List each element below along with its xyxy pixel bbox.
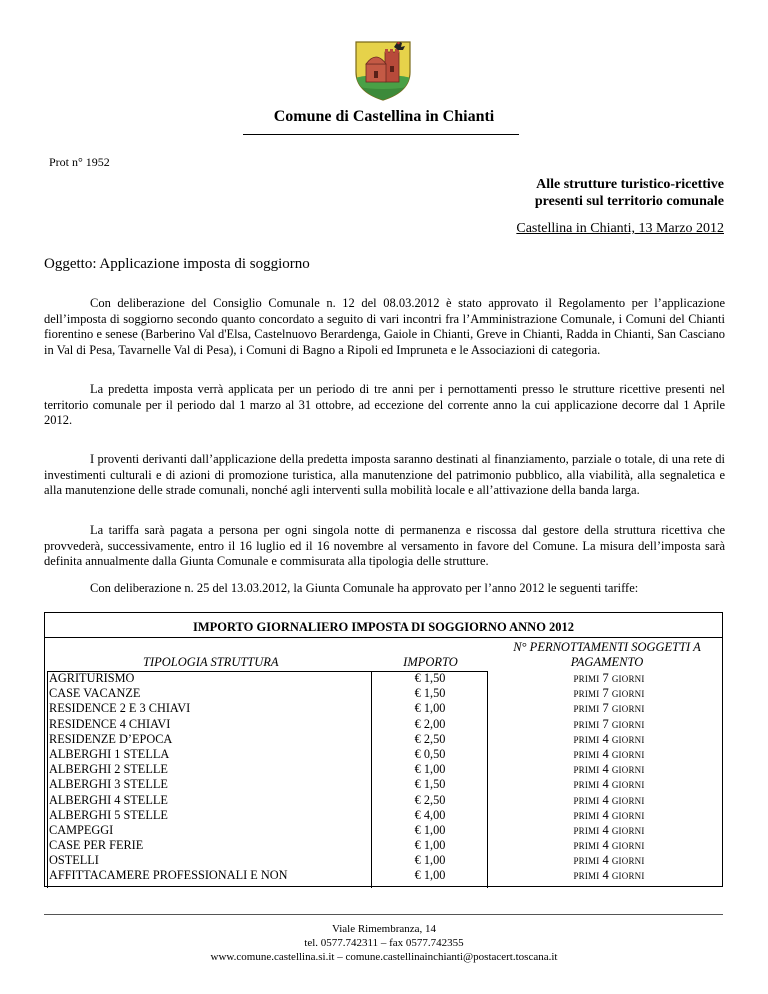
cell-tipologia: ALBERGHI 5 STELLE [49,807,168,822]
table-row [44,686,723,701]
cell-tipologia: CASE PER FERIE [49,838,144,853]
protocol-number: Prot n° 1952 [49,155,110,169]
cell-nights-count: 4 [602,762,609,777]
paragraph-1: Con deliberazione del Consiglio Comunale n. 12 del 08.03.2012 è stato approvato il Regolamento per l’applicazione dell’imposta di soggiorno secondo quanto concordato a seguito di vari incontri fra l’Amministrazione Comunale, i Comuni del Chianti fiorentino e senese (Barberino Val d'Elsa, Castelnuovo Berardenga, Gaiole in Chianti, Greve in Chianti, Radda in Chianti, San Casciano in Val di Pesa, Tavarnelle Val di Pesa), i Comuni di Bagno a Ripoli ed Impruneta e le Associazioni di categoria. [44,296,725,357]
cell-importo: € 1,00 [414,853,446,868]
cell-pernottamenti [496,671,722,687]
cell-giorni-label: GIORNI [611,704,645,715]
comune-title: Comune di Castellina in Chianti [273,108,495,125]
paragraph-2: La predetta imposta verrà applicata per un periodo di tre anni per i pernottamenti presso le strutture ricettive presenti nel territorio comunale per il periodo dal 1 marzo al 31 ottobre, ad eccezione del corrente anno la cui applicazione decorre dal 1 Aprile 2012. [44,382,725,427]
cell-primi-label: PRIMI [573,734,600,745]
table-row [44,823,723,838]
cell-importo: € 1,00 [414,838,446,853]
cell-pernottamenti [496,808,722,824]
cell-nights-count: 4 [602,792,609,807]
table-row [44,777,723,792]
header-importo: IMPORTO [403,655,458,669]
cell-pernottamenti [496,777,722,793]
cell-tipologia: ALBERGHI 2 STELLE [49,762,168,777]
cell-pernottamenti [496,686,722,702]
cell-importo: € 4,00 [414,807,446,822]
cell-tipologia: ALBERGHI 3 STELLE [49,777,168,792]
footer-phone: tel. 0577.742311 – fax 0577.742355 [304,937,464,949]
cell-tipologia: RESIDENCE 2 E 3 CHIAVI [49,701,191,716]
table-title-divider [44,637,723,638]
footer-web: www.comune.castellina.si.it – comune.castellinainchianti@postacert.toscana.it [210,951,558,963]
table-row [44,747,723,762]
cell-importo: € 1,50 [414,777,446,792]
coat-of-arms-icon [352,38,414,102]
cell-primi-label: PRIMI [573,765,600,776]
table-row [44,732,723,747]
footer-divider [44,914,723,915]
cell-primi-label: PRIMI [573,674,600,684]
cell-primi-label: PRIMI [573,856,600,867]
header-tipologia: TIPOLOGIA STRUTTURA [143,655,279,669]
cell-pernottamenti [496,717,722,733]
cell-primi-label: PRIMI [573,871,600,882]
cell-importo: € 1,00 [414,701,446,716]
paragraph-4: La tariffa sarà pagata a persona per ogni singola notte di permanenza e riscossa dal gestore della struttura ricettiva che provvederà, successivamente, entro il 16 luglio ed il 16 novembre al versamento in favore del Comune. La misura dell’imposta sarà definita annualmente dalla Giunta Comunale e commisurata alla tipologia delle strutture. [44,523,725,568]
header-pernottamenti: N° PERNOTTAMENTI SOGGETTI A PAGAMENTO [513,640,701,669]
cell-primi-label: PRIMI [573,810,600,821]
cell-nights-count: 4 [602,807,609,822]
cell-primi-label: PRIMI [573,825,600,836]
cell-tipologia: AGRITURISMO [49,671,135,685]
footer-address: Viale Rimembranza, 14 [331,923,437,935]
cell-nights-count: 7 [602,716,609,731]
table-row [44,808,723,823]
cell-pernottamenti [496,747,722,763]
cell-giorni-label: GIORNI [611,780,645,791]
table-title: IMPORTO GIORNALIERO IMPOSTA DI SOGGIORNO ANNO 2012 [192,620,575,634]
paragraph-3: I proventi derivanti dall’applicazione della predetta imposta saranno destinati al finanziamento, parziale o totale, di una rete di investimenti culturali e di azioni di promozione turistica, alla manutenzione del patrimonio pubblico, alla viabilità, alla segnaletica e alla manutenzione delle strade comunali, nonché agli interventi sulla mobilità locale e all’attivazione della banda larga. [44,452,725,497]
table-row [44,717,723,732]
cell-primi-label: PRIMI [573,780,600,791]
cell-nights-count: 4 [602,746,609,761]
place-date: Castellina in Chianti, 13 Marzo 2012 [516,221,724,236]
cell-tipologia: AFFITTACAMERE PROFESSIONALI E NON [49,868,288,883]
recipient-line-2: presenti sul territorio comunale [534,194,724,209]
cell-nights-count: 7 [602,701,609,716]
cell-nights-count: 7 [602,686,609,701]
cell-pernottamenti [496,762,722,778]
paragraph-5: Con deliberazione n. 25 del 13.03.2012, la Giunta Comunale ha approvato per l’anno 2012 le seguenti tariffe: [90,581,639,595]
cell-primi-label: PRIMI [573,841,600,852]
cell-importo: € 2,50 [414,792,446,807]
table-row [44,853,723,868]
table-row [44,671,723,686]
cell-pernottamenti [496,701,722,717]
cell-importo: € 1,50 [414,671,446,685]
cell-primi-label: PRIMI [573,704,600,715]
table-body [44,671,723,884]
cell-nights-count: 7 [602,671,609,685]
cell-giorni-label: GIORNI [611,719,645,730]
table-row [44,838,723,853]
cell-giorni-label: GIORNI [611,825,645,836]
cell-tipologia: CASE VACANZE [49,686,141,701]
cell-giorni-label: GIORNI [611,689,645,700]
cell-nights-count: 4 [602,838,609,853]
cell-giorni-label: GIORNI [611,810,645,821]
recipient-block [535,176,724,210]
cell-tipologia: RESIDENCE 4 CHIAVI [49,716,171,731]
cell-primi-label: PRIMI [573,795,600,806]
cell-giorni-label: GIORNI [611,795,645,806]
cell-importo: € 1,50 [414,686,446,701]
cell-tipologia: CAMPEGGI [49,822,114,837]
cell-giorni-label: GIORNI [611,856,645,867]
title-underline [243,134,519,135]
cell-tipologia: ALBERGHI 4 STELLE [49,792,168,807]
cell-giorni-label: GIORNI [611,749,645,760]
cell-giorni-label: GIORNI [611,871,645,882]
table-row [44,762,723,777]
cell-pernottamenti [496,868,722,884]
table-row [44,793,723,808]
cell-giorni-label: GIORNI [611,734,645,745]
cell-nights-count: 4 [602,868,609,883]
cell-importo: € 2,50 [414,731,446,746]
table-row [44,868,723,883]
cell-pernottamenti [496,823,722,839]
cell-importo: € 1,00 [414,868,446,883]
cell-tipologia: RESIDENZE D’EPOCA [49,731,173,746]
subject-line: Oggetto: Applicazione imposta di soggiorno [44,256,310,272]
cell-nights-count: 4 [602,731,609,746]
cell-giorni-label: GIORNI [611,841,645,852]
cell-tipologia: OSTELLI [49,853,99,868]
cell-pernottamenti [496,732,722,748]
cell-primi-label: PRIMI [573,689,600,700]
cell-importo: € 0,50 [414,746,446,761]
cell-tipologia: ALBERGHI 1 STELLA [49,746,170,761]
cell-nights-count: 4 [602,777,609,792]
cell-importo: € 1,00 [414,762,446,777]
cell-importo: € 1,00 [414,822,446,837]
cell-importo: € 2,00 [414,716,446,731]
cell-giorni-label: GIORNI [611,674,645,684]
table-row [44,701,723,716]
cell-primi-label: PRIMI [573,749,600,760]
cell-pernottamenti [496,838,722,854]
recipient-line-1: Alle strutture turistico-ricettive [536,177,724,192]
cell-pernottamenti [496,853,722,869]
cell-nights-count: 4 [602,853,609,868]
cell-pernottamenti [496,793,722,809]
cell-primi-label: PRIMI [573,719,600,730]
cell-nights-count: 4 [602,822,609,837]
cell-giorni-label: GIORNI [611,765,645,776]
